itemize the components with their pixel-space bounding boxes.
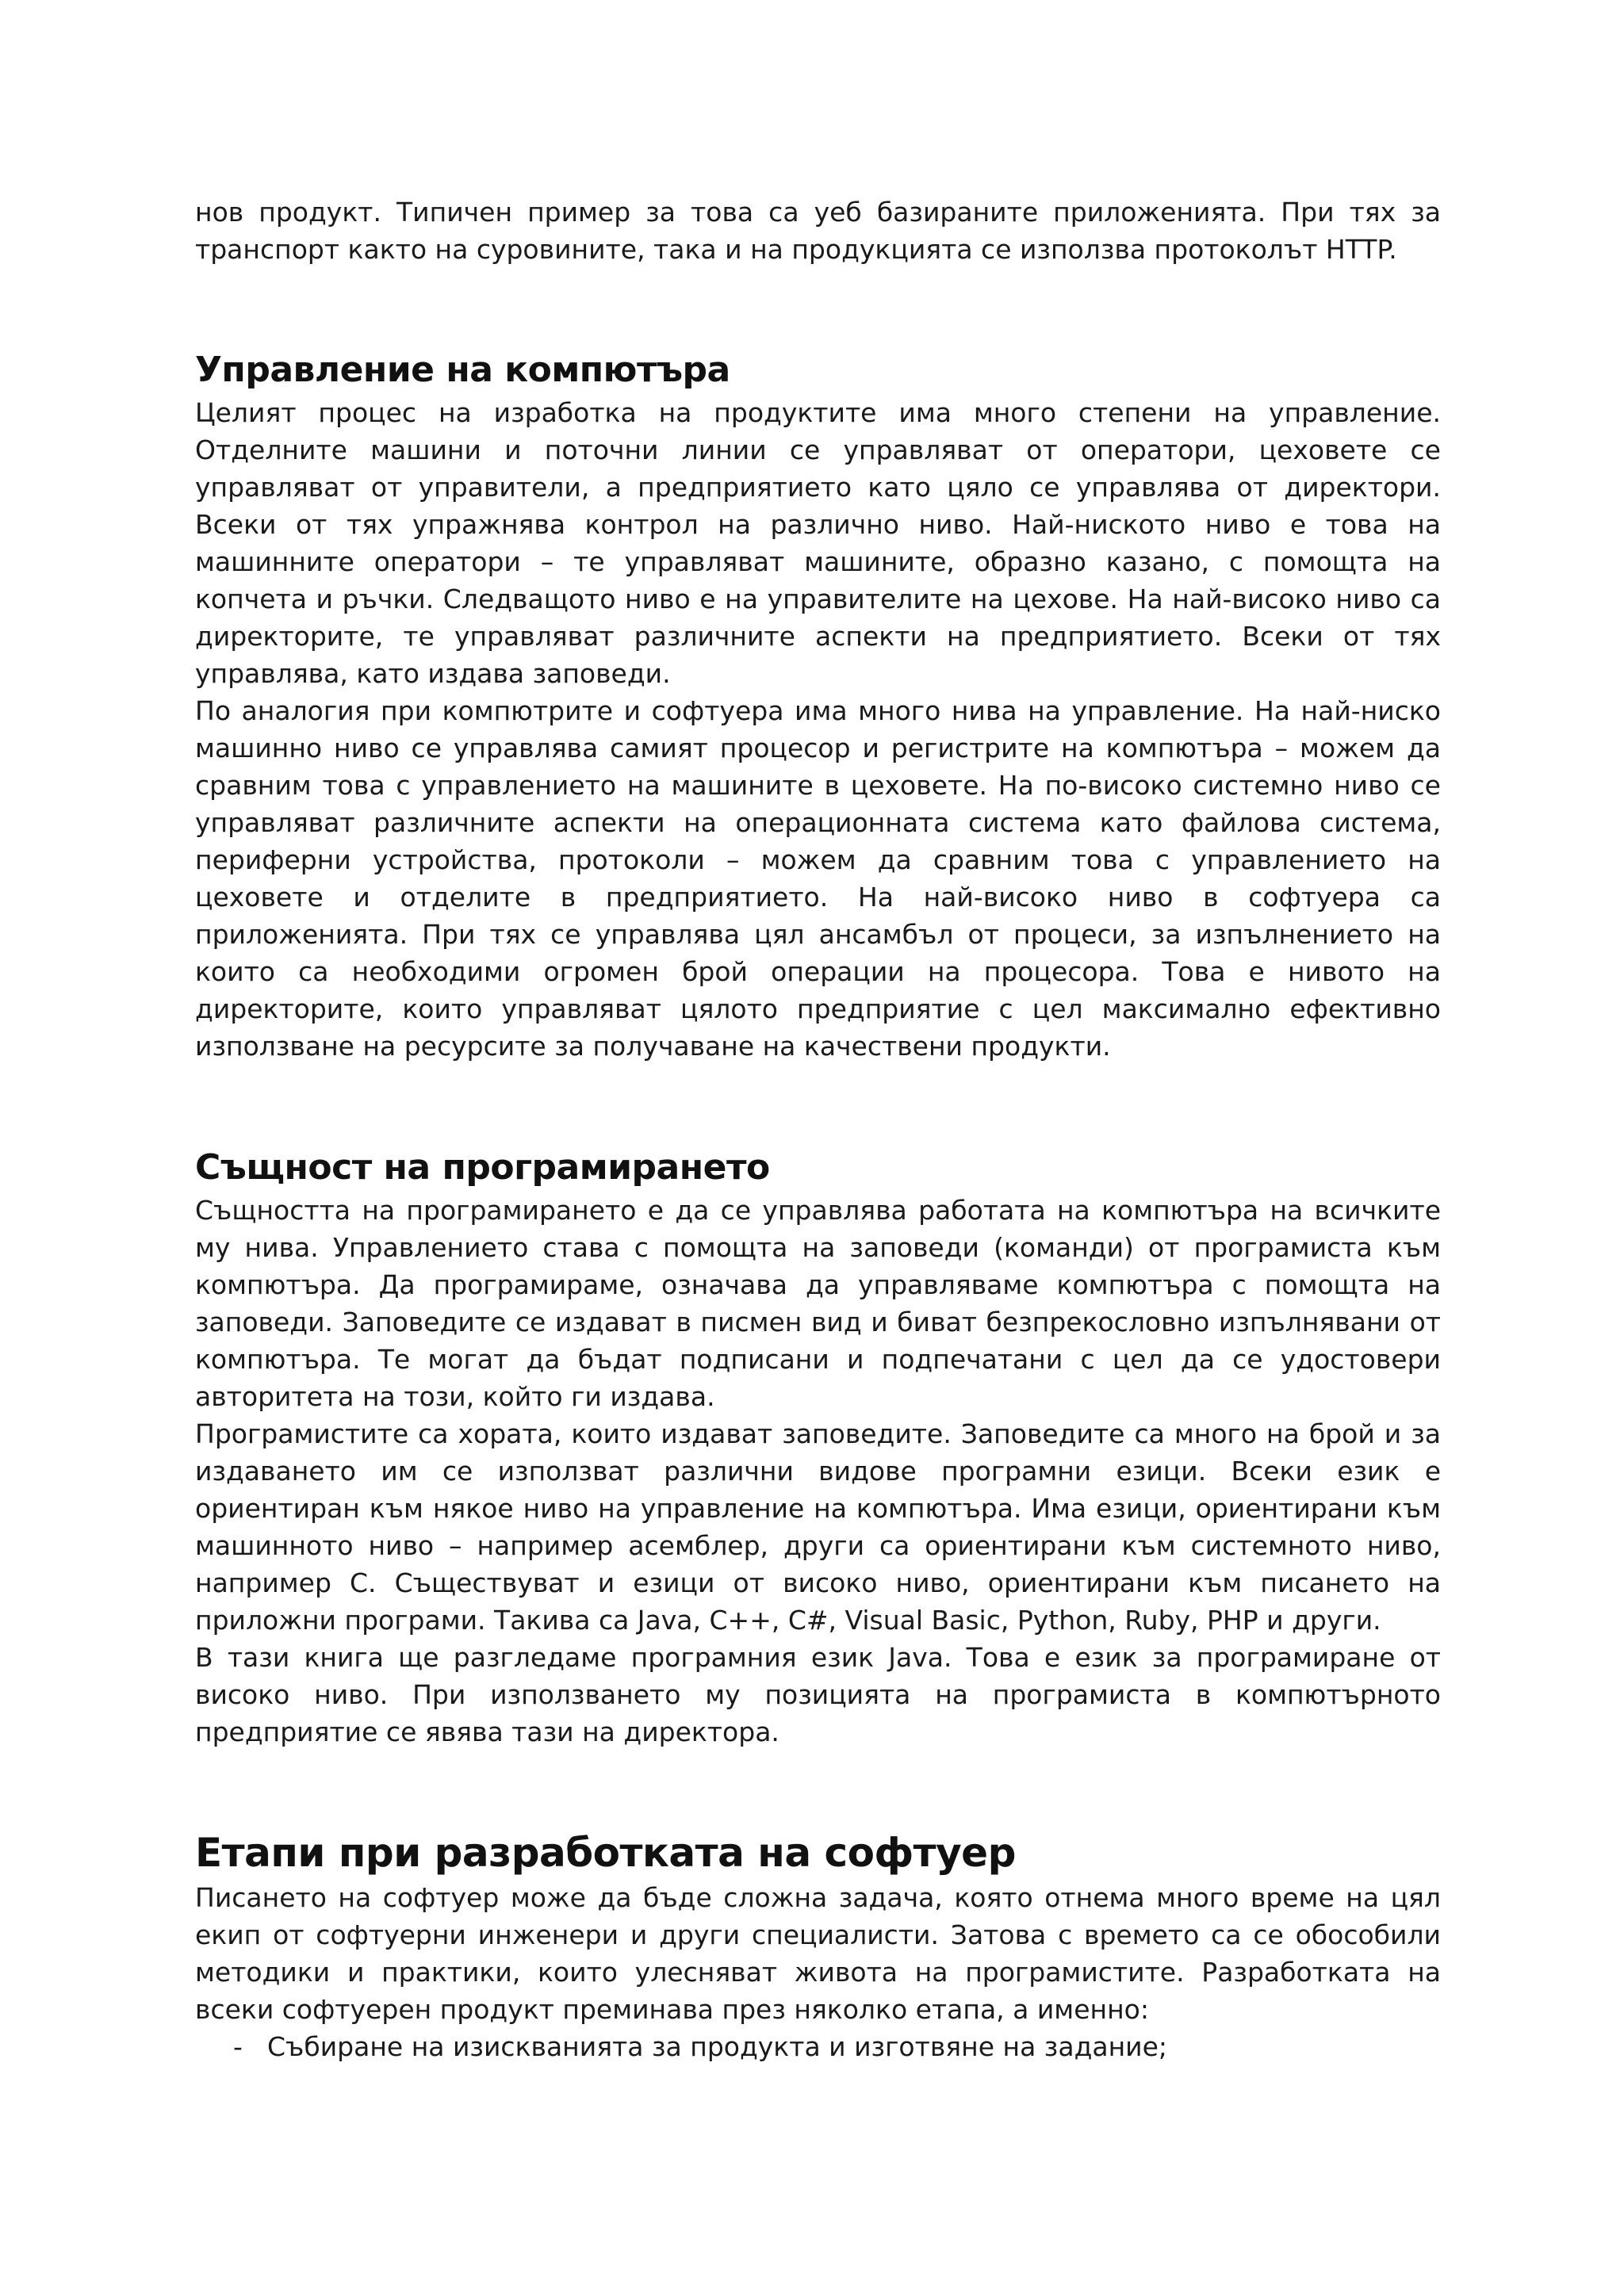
section-heading: Етапи при разработката на софтуер: [195, 1830, 1016, 1876]
body-paragraph: По аналогия при компютрите и софтуера има много нива на управление. На най-ниско машинно ниво се управлява самият процесор и регистрите на компютъра – можем да сравним това с управлението на машините в цеховете. На по-високо системно ниво се управляват различните аспекти на операционната система като файлова система, периферни устройства, протоколи – можем да сравним това с управлението на цеховете и отделите в предприятието. На най-високо ниво в софтуера са приложенията. При тях се управлява цял ансамбъл от процеси, за изпълнението на които са необходими огромен брой операции на процесора. Това е нивото на директорите, които управляват цялото предприятие с цел максимално ефективно използване на ресурсите за получаване на качествени продукти.: [195, 695, 1441, 1062]
section-programming-essence: [195, 1144, 1441, 1751]
body-paragraph: В тази книга ще разгледаме програмния език Java. Това е език за програмиране от високо ниво. При използването му позицията на програмиста в компютърното предприятие се явява тази на директора.: [195, 1642, 1441, 1747]
section-heading: Управление на компютъра: [195, 350, 730, 390]
section-computer-management: [195, 346, 1441, 1065]
section-development-stages: [195, 1827, 1441, 2065]
page-content: [195, 193, 1441, 2065]
intro-paragraph: нов продукт. Типичен пример за това са уеб базираните приложенията. При тях за транспорт както на суровините, така и на продукцията се използва протоколът HTTP.: [195, 197, 1441, 265]
body-paragraph: Писането на софтуер може да бъде сложна задача, която отнема много време на цял екип от софтуерни инженери и други специалисти. Затова с времето са се обособили методики и практики, които улесняват живота на програмистите. Разработката на всеки софтуерен продукт преминава през няколко етапа, а именно:: [195, 1882, 1441, 2025]
list-item: [195, 2028, 1441, 2065]
body-paragraph: Целият процес на изработка на продуктите има много степени на управление. Отделните машини и поточни линии се управляват от оператори, цеховете се управляват от управители, а предприятието като цяло се управлява от директори. Всеки от тях упражнява контрол на различно ниво. Най-ниското ниво е това на машинните оператори – те управляват машините, образно казано, с помощта на копчета и ръчки. Следващото ниво е на управителите на цехове. На най-високо ниво са директорите, те управляват различните аспекти на предприятието. Всеки от тях управлява, като издава заповеди.: [195, 397, 1441, 689]
section-heading: Същност на програмирането: [195, 1147, 770, 1188]
stages-list: [195, 2028, 1441, 2065]
list-item-text: Събиране на изискванията за продукта и изготвяне на задание;: [267, 2031, 1168, 2062]
dash-bullet-icon: -: [233, 2031, 243, 2062]
body-paragraph: Програмистите са хората, които издават заповедите. Заповедите са много на брой и за издаването им се използват различни видове програмни езици. Всеки език е ориентиран към някое ниво на управление на компютъра. Има езици, ориентирани към машинното ниво – например асемблер, други са ориентирани към системното ниво, например C. Съществуват и езици от високо ниво, ориентирани към писането на приложни програми. Такива са Java, C++, C#, Visual Basic, Python, Ruby, PHP и други.: [195, 1418, 1441, 1636]
body-paragraph: Същността на програмирането е да се управлява работата на компютъра на всичките му нива. Управлението става с помощта на заповеди (команди) от програмиста към компютъра. Да програмираме, означава да управляваме компютъра с помощта на заповеди. Заповедите се издават в писмен вид и биват безпрекословно изпълнявани от компютъра. Те могат да бъдат подписани и подпечатани с цел да се удостовери авторитета на този, който ги издава.: [195, 1195, 1441, 1412]
